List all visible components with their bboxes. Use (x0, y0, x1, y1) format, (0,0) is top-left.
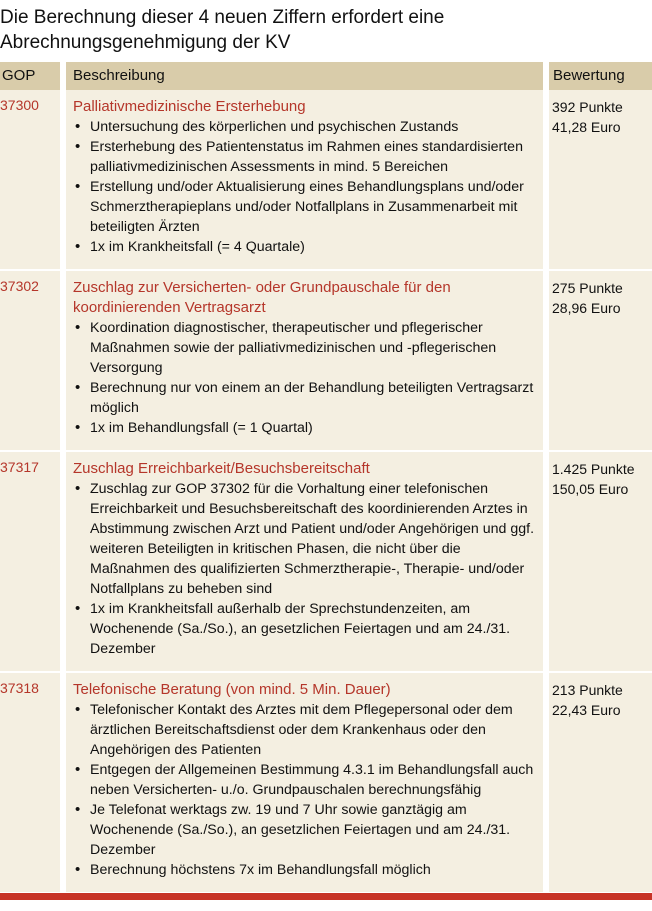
table-row (0, 90, 652, 271)
list-item: • Telefonischer Kontakt des Arztes mit dem Pflegepersonal oder dem ärztlichen Bereitschaftsdienst oder dem Krankenhaus oder den Angehörigen des Patienten (73, 700, 543, 760)
row-title: Palliativmedizinische Ersterhebung (73, 98, 306, 115)
punkte-value: 213 Punkte (552, 682, 623, 698)
column-divider (543, 62, 549, 892)
bullet-list (73, 700, 543, 880)
list-item: • Erstellung und/oder Aktualisierung eines Behandlungsplans und/oder Schmerztherapieplans und/oder Notfallplans in Zusammenarbeit mit beteiligten Ärzten (73, 177, 543, 237)
row-title: Telefonische Beratung (von mind. 5 Min. Dauer) (73, 681, 391, 698)
list-item: • Entgegen der Allgemeinen Bestimmung 4.3.1 im Behandlungsfall auch neben Versicherten- u./o. Grundpauschalen berechnungsfähig (73, 760, 543, 800)
row-description (73, 673, 543, 892)
gop-code: 37300 (0, 97, 39, 113)
bottom-rule (0, 893, 652, 900)
gop-code: 37318 (0, 680, 39, 696)
row-title: Zuschlag Erreichbarkeit/Besuchsbereitschaft (73, 460, 370, 477)
list-item: • Untersuchung des körperlichen und psychischen Zustands (73, 117, 543, 137)
list-item: • Berechnung nur von einem an der Behandlung beteiligten Vertragsarzt möglich (73, 378, 543, 418)
list-item: • Ersterhebung des Patientenstatus im Rahmen eines standardisierten palliativmedizinischen Assessments in mind. 5 Bereichen (73, 137, 543, 177)
row-bewertung (552, 680, 623, 720)
header-beschreibung: Beschreibung (73, 67, 165, 84)
list-item: • Berechnung höchstens 7x im Behandlungsfall möglich (73, 860, 543, 880)
list-item: • Zuschlag zur GOP 37302 für die Vorhaltung einer telefonischen Erreichbarkeit und Besuchsbereitschaft des koordinierenden Arztes in Abstimmung zwischen Arzt und Patient und/oder Angehörigen und ggf. weiteren Beteiligten in kritischen Phasen, die nicht über die Maßnahmen des qualifizierten Schmerztherapie-, Therapie- und/oder Notfallplans zu beheben sind (73, 479, 543, 599)
header-gop: GOP (2, 67, 36, 84)
bullet-list (73, 479, 543, 659)
punkte-value: 392 Punkte (552, 99, 623, 115)
gop-code: 37302 (0, 278, 39, 294)
list-item: • 1x im Krankheitsfall außerhalb der Sprechstundenzeiten, am Wochenende (Sa./So.), an gesetzlichen Feiertagen und am 24./31. Dezember (73, 599, 543, 659)
row-description (73, 452, 543, 671)
row-bewertung (552, 97, 623, 137)
bullet-list (73, 318, 543, 438)
column-divider (60, 62, 66, 892)
table-header (0, 62, 652, 90)
list-item: • 1x im Behandlungsfall (= 1 Quartal) (73, 418, 543, 438)
row-title: Zuschlag zur Versicherten- oder Grundpauschale für den koordinierenden Vertragsarzt (73, 279, 451, 316)
header-bewertung: Bewertung (553, 67, 625, 84)
row-bewertung (552, 459, 635, 499)
list-item: • Koordination diagnostischer, therapeutischer und pflegerischer Maßnahmen sowie der palliativmedizinischen und -pflegerischen Versorgung (73, 318, 543, 378)
row-description (73, 90, 543, 269)
euro-value: 28,96 Euro (552, 300, 621, 316)
table-row (0, 271, 652, 452)
punkte-value: 1.425 Punkte (552, 461, 635, 477)
page-title: Die Berechnung dieser 4 neuen Ziffern erfordert eine Abrechnungsgenehmigung der KV (0, 7, 445, 53)
gop-table (0, 62, 652, 892)
euro-value: 150,05 Euro (552, 481, 629, 497)
gop-code: 37317 (0, 459, 39, 475)
euro-value: 41,28 Euro (552, 119, 621, 135)
table-row (0, 452, 652, 673)
row-description (73, 271, 543, 450)
table-row (0, 673, 652, 892)
euro-value: 22,43 Euro (552, 702, 621, 718)
list-item: • 1x im Krankheitsfall (= 4 Quartale) (73, 237, 543, 257)
bullet-list (73, 117, 543, 257)
punkte-value: 275 Punkte (552, 280, 623, 296)
list-item: • Je Telefonat werktags zw. 19 und 7 Uhr sowie ganztägig am Wochenende (Sa./So.), an gesetzlichen Feiertagen und am 24./31. Dezember (73, 800, 543, 860)
row-bewertung (552, 278, 623, 318)
